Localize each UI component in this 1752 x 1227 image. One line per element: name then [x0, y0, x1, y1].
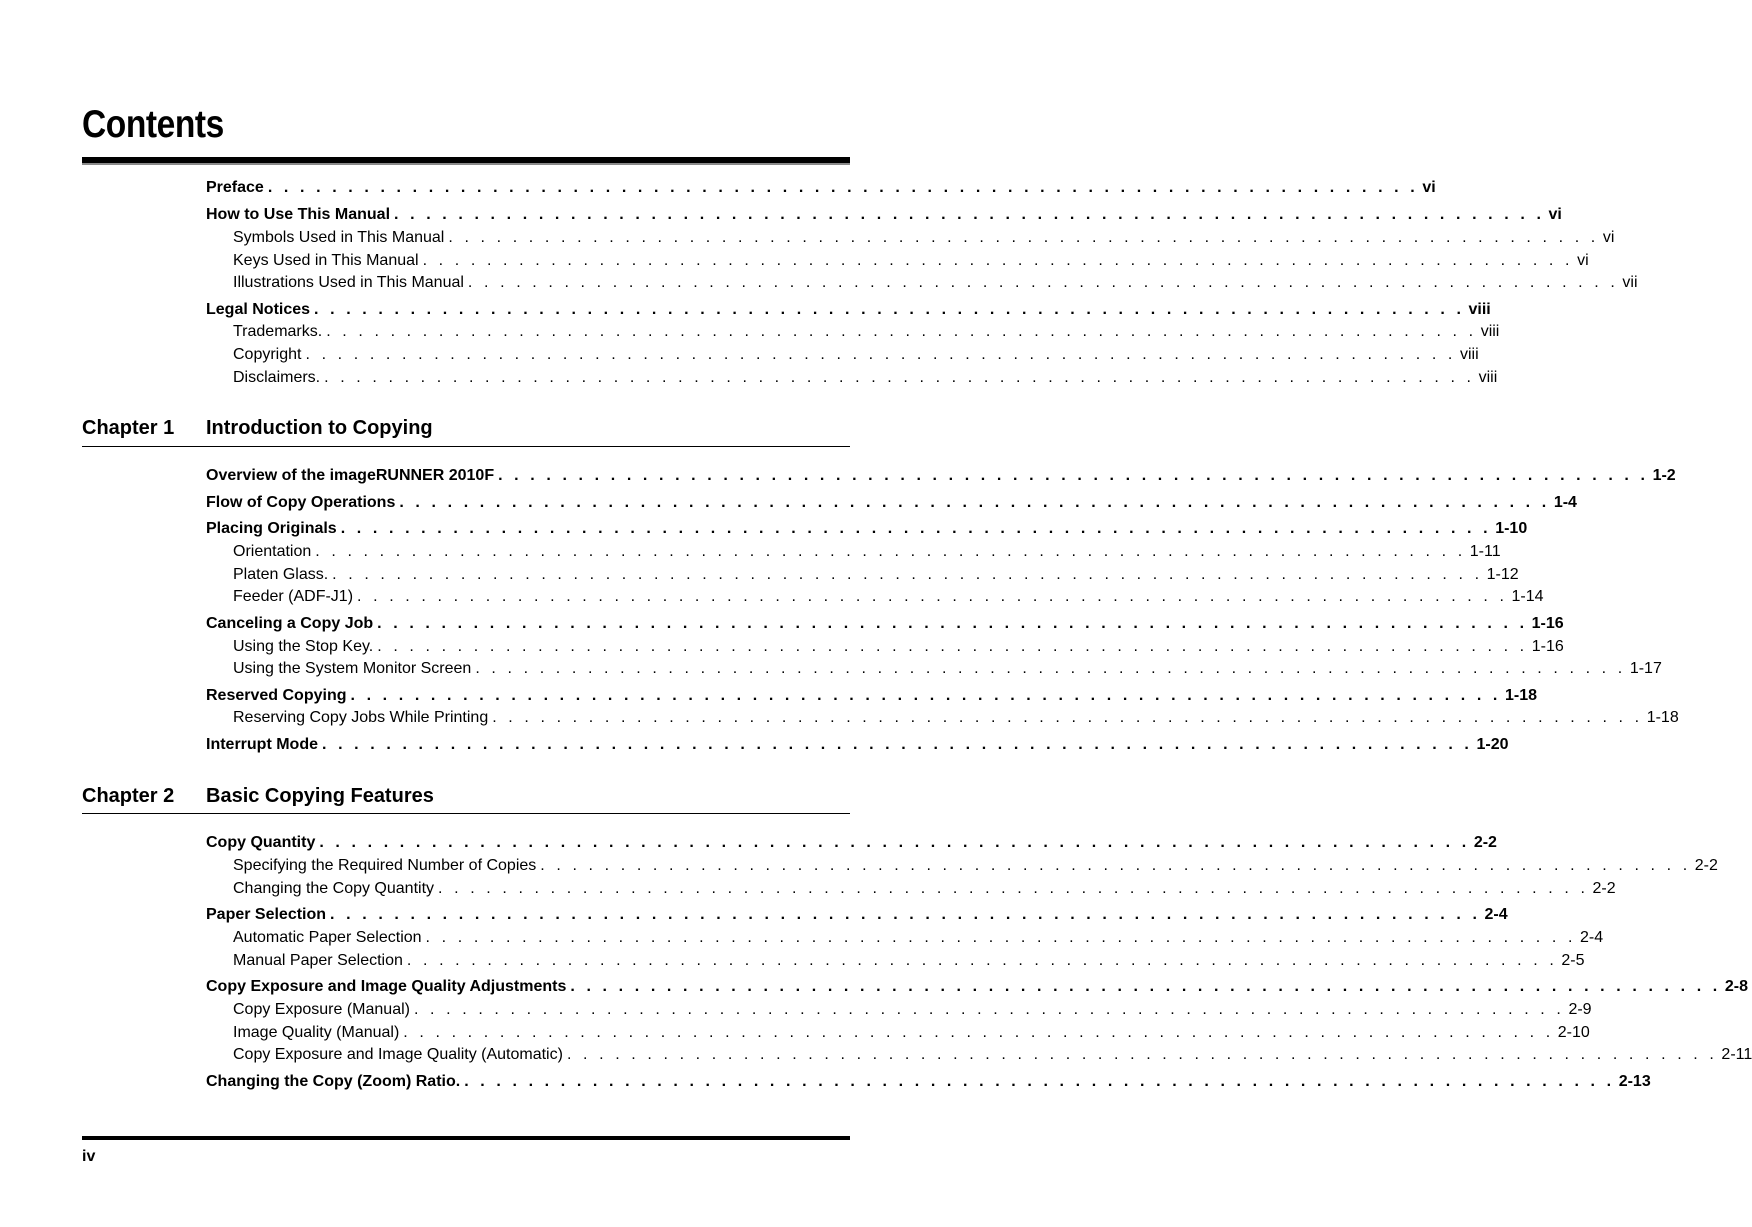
toc-subentry[interactable]	[233, 345, 1479, 365]
toc-entry[interactable]	[206, 686, 1537, 706]
dot-leader: . . . . . . . . . . . . . . . . . . . . . . . . . . . . . . . . . . . . . . . . . . . . . . . . . . . . . . . . . . . . . . . . . . . . . . . .	[413, 1001, 1565, 1018]
chapter-title: Introduction to Copying	[206, 417, 433, 439]
toc-entry-page: 2-9	[1568, 1001, 1592, 1018]
dot-leader: . . . . . . . . . . . . . . . . . . . . . . . . . . . . . . . . . . . . . . . . . . . . . . . . . . . . . . . . . . . . . . . . . . . . . . . .	[464, 1073, 1615, 1090]
toc-entry-page: 2-2	[1694, 857, 1718, 874]
toc-entry-title: Platen Glass.	[233, 566, 329, 583]
toc-entry-page: 1-10	[1495, 520, 1528, 537]
chapter-rule	[82, 813, 850, 814]
dot-leader: . . . . . . . . . . . . . . . . . . . . . . . . . . . . . . . . . . . . . . . . . . . . . . . . . . . . . . . . . . . . . . . . . . . . . . . .	[326, 323, 1477, 340]
toc-entry-title: Copy Quantity	[206, 834, 316, 851]
toc-entry-page: 2-4	[1580, 929, 1604, 946]
dot-leader: . . . . . . . . . . . . . . . . . . . . . . . . . . . . . . . . . . . . . . . . . . . . . . . . . . . . . . . . . . . . . . . . . . . . . . . .	[315, 543, 1466, 560]
toc-entry-title: Changing the Copy (Zoom) Ratio.	[206, 1073, 461, 1090]
chapter-heading[interactable]	[82, 784, 434, 808]
toc-entry-page: vi	[1548, 206, 1562, 223]
footer-rule	[82, 1136, 850, 1140]
toc-entry-title: Paper Selection	[206, 906, 327, 923]
toc-entry-page: vi	[1422, 179, 1436, 196]
toc-subentry[interactable]	[233, 565, 1519, 585]
toc-subentry[interactable]	[233, 659, 1662, 679]
toc-entry-page: 1-11	[1469, 543, 1501, 560]
toc-entry-title: Canceling a Copy Job	[206, 615, 374, 632]
chapter-label: Chapter 2	[82, 785, 175, 807]
toc-entry-title: Reserved Copying	[206, 687, 347, 704]
toc-entry-title: Copyright	[233, 346, 302, 363]
toc-subentry[interactable]	[233, 637, 1564, 657]
dot-leader: . . . . . . . . . . . . . . . . . . . . . . . . . . . . . . . . . . . . . . . . . . . . . . . . . . . . . . . . . . . . . . . . . . . . . . . .	[475, 660, 1626, 677]
dot-leader: . . . . . . . . . . . . . . . . . . . . . . . . . . . . . . . . . . . . . . . . . . . . . . . . . . . . . . . . . . . . . . . . . . . . . . . .	[314, 301, 1465, 318]
toc-subentry[interactable]	[233, 951, 1585, 971]
toc-entry-page: 2-4	[1484, 906, 1508, 923]
toc-entry-page: vii	[1622, 274, 1638, 291]
toc-entry-title: How to Use This Manual	[206, 206, 391, 223]
toc-entry-page: vi	[1602, 229, 1615, 246]
dot-leader: . . . . . . . . . . . . . . . . . . . . . . . . . . . . . . . . . . . . . . . . . . . . . . . . . . . . . . . . . . . . . . . . . . . . . . . .	[332, 566, 1483, 583]
dot-leader: . . . . . . . . . . . . . . . . . . . . . . . . . . . . . . . . . . . . . . . . . . . . . . . . . . . . . . . . . . . . . . . . . . . . . . . .	[330, 906, 1481, 923]
toc-entry-page: viii	[1478, 369, 1498, 386]
toc-entry-page: 2-10	[1557, 1024, 1590, 1041]
toc-entry[interactable]	[206, 977, 1748, 997]
dot-leader: . . . . . . . . . . . . . . . . . . . . . . . . . . . . . . . . . . . . . . . . . . . . . . . . . . . . . . . . . . . . . . . . . . . . . . . .	[498, 467, 1649, 484]
toc-entry-title: Using the System Monitor Screen	[233, 660, 472, 677]
toc-entry-title: Copy Exposure (Manual)	[233, 1001, 410, 1018]
toc-entry[interactable]	[206, 519, 1528, 539]
toc-entry[interactable]	[206, 300, 1491, 320]
toc-entry-title: Placing Originals	[206, 520, 337, 537]
toc-entry-title: Automatic Paper Selection	[233, 929, 422, 946]
toc-entry-page: 1-12	[1486, 566, 1519, 583]
toc-entry-page: viii	[1468, 301, 1491, 318]
toc-entry-title: Trademarks.	[233, 323, 323, 340]
toc-entry-title: Specifying the Required Number of Copies	[233, 857, 537, 874]
dot-leader: . . . . . . . . . . . . . . . . . . . . . . . . . . . . . . . . . . . . . . . . . . . . . . . . . . . . . . . . . . . . . . . . . . . . . . . .	[492, 709, 1643, 726]
toc-subentry[interactable]	[233, 228, 1615, 248]
toc-entry-title: Interrupt Mode	[206, 736, 318, 753]
toc-entry-title: Symbols Used in This Manual	[233, 229, 445, 246]
page-number: iv	[82, 1148, 96, 1165]
toc-subentry[interactable]	[233, 1023, 1590, 1043]
toc-subentry[interactable]	[233, 368, 1498, 388]
toc-entry[interactable]	[206, 466, 1676, 486]
toc-subentry[interactable]	[233, 322, 1500, 342]
dot-leader: . . . . . . . . . . . . . . . . . . . . . . . . . . . . . . . . . . . . . . . . . . . . . . . . . . . . . . . . . . . . . . . . . . . . . . . .	[377, 615, 1528, 632]
toc-entry[interactable]	[206, 833, 1497, 853]
dot-leader: . . . . . . . . . . . . . . . . . . . . . . . . . . . . . . . . . . . . . . . . . . . . . . . . . . . . . . . . . . . . . . . . . . . . . . . .	[406, 952, 1558, 969]
toc-entry-page: 2-5	[1561, 952, 1585, 969]
chapter-label: Chapter 1	[82, 417, 175, 439]
toc-entry-page: 1-18	[1646, 709, 1679, 726]
toc-entry-title: Image Quality (Manual)	[233, 1024, 400, 1041]
toc-entry-page: 1-20	[1476, 736, 1509, 753]
toc-entry-page: 2-11	[1721, 1046, 1752, 1063]
toc-subentry[interactable]	[233, 1045, 1752, 1065]
dot-leader: . . . . . . . . . . . . . . . . . . . . . . . . . . . . . . . . . . . . . . . . . . . . . . . . . . . . . . . . . . . . . . . . . . . . . . . .	[448, 229, 1599, 246]
toc-entry-title: Flow of Copy Operations	[206, 494, 396, 511]
toc-entry-page: 2-2	[1473, 834, 1497, 851]
toc-entry-page: 1-14	[1511, 588, 1544, 605]
toc-entry-page: 2-8	[1724, 978, 1748, 995]
toc-subentry[interactable]	[233, 542, 1501, 562]
toc-entry-title: Feeder (ADF-J1)	[233, 588, 354, 605]
toc-entry-title: Disclaimers.	[233, 369, 321, 386]
dot-leader: . . . . . . . . . . . . . . . . . . . . . . . . . . . . . . . . . . . . . . . . . . . . . . . . . . . . . . . . . . . . . . . . . . . . . . . .	[394, 206, 1545, 223]
toc-subentry[interactable]	[233, 879, 1616, 899]
toc-entry-page: 1-16	[1531, 638, 1564, 655]
toc-entry-title: Overview of the imageRUNNER 2010F	[206, 467, 495, 484]
toc-entry-title: Using the Stop Key.	[233, 638, 374, 655]
chapter-heading[interactable]	[82, 416, 433, 440]
dot-leader: . . . . . . . . . . . . . . . . . . . . . . . . . . . . . . . . . . . . . . . . . . . . . . . . . . . . . . . . . . . . . . . . . . . . . . . .	[540, 857, 1691, 874]
toc-entry[interactable]	[206, 205, 1562, 225]
dot-leader: . . . . . . . . . . . . . . . . . . . . . . . . . . . . . . . . . . . . . . . . . . . . . . . . . . . . . . . . . . . . . . . . . . . . . . . .	[357, 588, 1508, 605]
dot-leader: . . . . . . . . . . . . . . . . . . . . . . . . . . . . . . . . . . . . . . . . . . . . . . . . . . . . . . . . . . . . . . . . . . . . . . . .	[403, 1024, 1554, 1041]
dot-leader: . . . . . . . . . . . . . . . . . . . . . . . . . . . . . . . . . . . . . . . . . . . . . . . . . . . . . . . . . . . . . . . . . . . . . . . .	[438, 880, 1589, 897]
dot-leader: . . . . . . . . . . . . . . . . . . . . . . . . . . . . . . . . . . . . . . . . . . . . . . . . . . . . . . . . . . . . . . . . . . . . . . . .	[319, 834, 1470, 851]
toc-entry-title: Manual Paper Selection	[233, 952, 403, 969]
toc-subentry[interactable]	[233, 1000, 1592, 1020]
chapter-rule	[82, 446, 850, 447]
dot-leader: . . . . . . . . . . . . . . . . . . . . . . . . . . . . . . . . . . . . . . . . . . . . . . . . . . . . . . . . . . . . . . . . . . . . . . . .	[322, 736, 1473, 753]
dot-leader: . . . . . . . . . . . . . . . . . . . . . . . . . . . . . . . . . . . . . . . . . . . . . . . . . . . . . . . . . . . . . . . . . . . . . . . .	[566, 1046, 1718, 1063]
toc-subentry[interactable]	[233, 273, 1638, 293]
dot-leader: . . . . . . . . . . . . . . . . . . . . . . . . . . . . . . . . . . . . . . . . . . . . . . . . . . . . . . . . . . . . . . . . . . . . . . . .	[324, 369, 1475, 386]
dot-leader: . . . . . . . . . . . . . . . . . . . . . . . . . . . . . . . . . . . . . . . . . . . . . . . . . . . . . . . . . . . . . . . . . . . . . . . .	[399, 494, 1550, 511]
toc-entry-page: vi	[1577, 252, 1589, 269]
toc-entry-page: viii	[1459, 346, 1479, 363]
toc-entry-page: 1-4	[1553, 494, 1577, 511]
toc-entry-title: Preface	[206, 179, 264, 196]
toc-entry[interactable]	[206, 735, 1509, 755]
toc-entry-page: 1-17	[1629, 660, 1662, 677]
toc-subentry[interactable]	[233, 587, 1544, 607]
toc-entry[interactable]	[206, 905, 1508, 925]
dot-leader: . . . . . . . . . . . . . . . . . . . . . . . . . . . . . . . . . . . . . . . . . . . . . . . . . . . . . . . . . . . . . . . . . . . . . . . .	[340, 520, 1492, 537]
dot-leader: . . . . . . . . . . . . . . . . . . . . . . . . . . . . . . . . . . . . . . . . . . . . . . . . . . . . . . . . . . . . . . . . . . . . . . . .	[350, 687, 1501, 704]
toc-entry-page: 1-2	[1652, 467, 1676, 484]
toc-entry-page: 2-13	[1618, 1073, 1651, 1090]
title-rule	[82, 157, 850, 165]
toc-entry-title: Copy Exposure and Image Quality (Automatic)	[233, 1046, 563, 1063]
dot-leader: . . . . . . . . . . . . . . . . . . . . . . . . . . . . . . . . . . . . . . . . . . . . . . . . . . . . . . . . . . . . . . . . . . . . . . . .	[267, 179, 1419, 196]
toc-entry-title: Reserving Copy Jobs While Printing	[233, 709, 489, 726]
dot-leader: . . . . . . . . . . . . . . . . . . . . . . . . . . . . . . . . . . . . . . . . . . . . . . . . . . . . . . . . . . . . . . . . . . . . . . . .	[425, 929, 1577, 946]
toc-entry[interactable]	[206, 614, 1564, 634]
toc-entry-title: Illustrations Used in This Manual	[233, 274, 464, 291]
toc-entry-title: Orientation	[233, 543, 312, 560]
toc-entry[interactable]	[206, 1072, 1651, 1092]
dot-leader: . . . . . . . . . . . . . . . . . . . . . . . . . . . . . . . . . . . . . . . . . . . . . . . . . . . . . . . . . . . . . . . . . . . . . . . .	[467, 274, 1619, 291]
chapter-title: Basic Copying Features	[206, 785, 434, 807]
toc-entry-title: Legal Notices	[206, 301, 311, 318]
toc-entry-title: Copy Exposure and Image Quality Adjustments	[206, 978, 567, 995]
toc-entry-title: Keys Used in This Manual	[233, 252, 419, 269]
toc-entry[interactable]	[206, 493, 1577, 513]
toc-entry-page: 2-2	[1592, 880, 1616, 897]
toc-entry-title: Changing the Copy Quantity	[233, 880, 435, 897]
toc-entry-page: 1-18	[1504, 687, 1537, 704]
dot-leader: . . . . . . . . . . . . . . . . . . . . . . . . . . . . . . . . . . . . . . . . . . . . . . . . . . . . . . . . . . . . . . . . . . . . . . . .	[422, 252, 1574, 269]
dot-leader: . . . . . . . . . . . . . . . . . . . . . . . . . . . . . . . . . . . . . . . . . . . . . . . . . . . . . . . . . . . . . . . . . . . . . . . .	[570, 978, 1721, 995]
toc-subentry[interactable]	[233, 708, 1679, 728]
page-title: Contents	[82, 103, 224, 146]
toc-subentry[interactable]	[233, 856, 1718, 876]
toc-entry-page: 1-16	[1531, 615, 1564, 632]
dot-leader: . . . . . . . . . . . . . . . . . . . . . . . . . . . . . . . . . . . . . . . . . . . . . . . . . . . . . . . . . . . . . . . . . . . . . . . .	[305, 346, 1456, 363]
toc-subentry[interactable]	[233, 251, 1589, 271]
toc-entry[interactable]	[206, 178, 1436, 198]
dot-leader: . . . . . . . . . . . . . . . . . . . . . . . . . . . . . . . . . . . . . . . . . . . . . . . . . . . . . . . . . . . . . . . . . . . . . . . .	[377, 638, 1528, 655]
toc-subentry[interactable]	[233, 928, 1604, 948]
toc-entry-page: viii	[1480, 323, 1500, 340]
